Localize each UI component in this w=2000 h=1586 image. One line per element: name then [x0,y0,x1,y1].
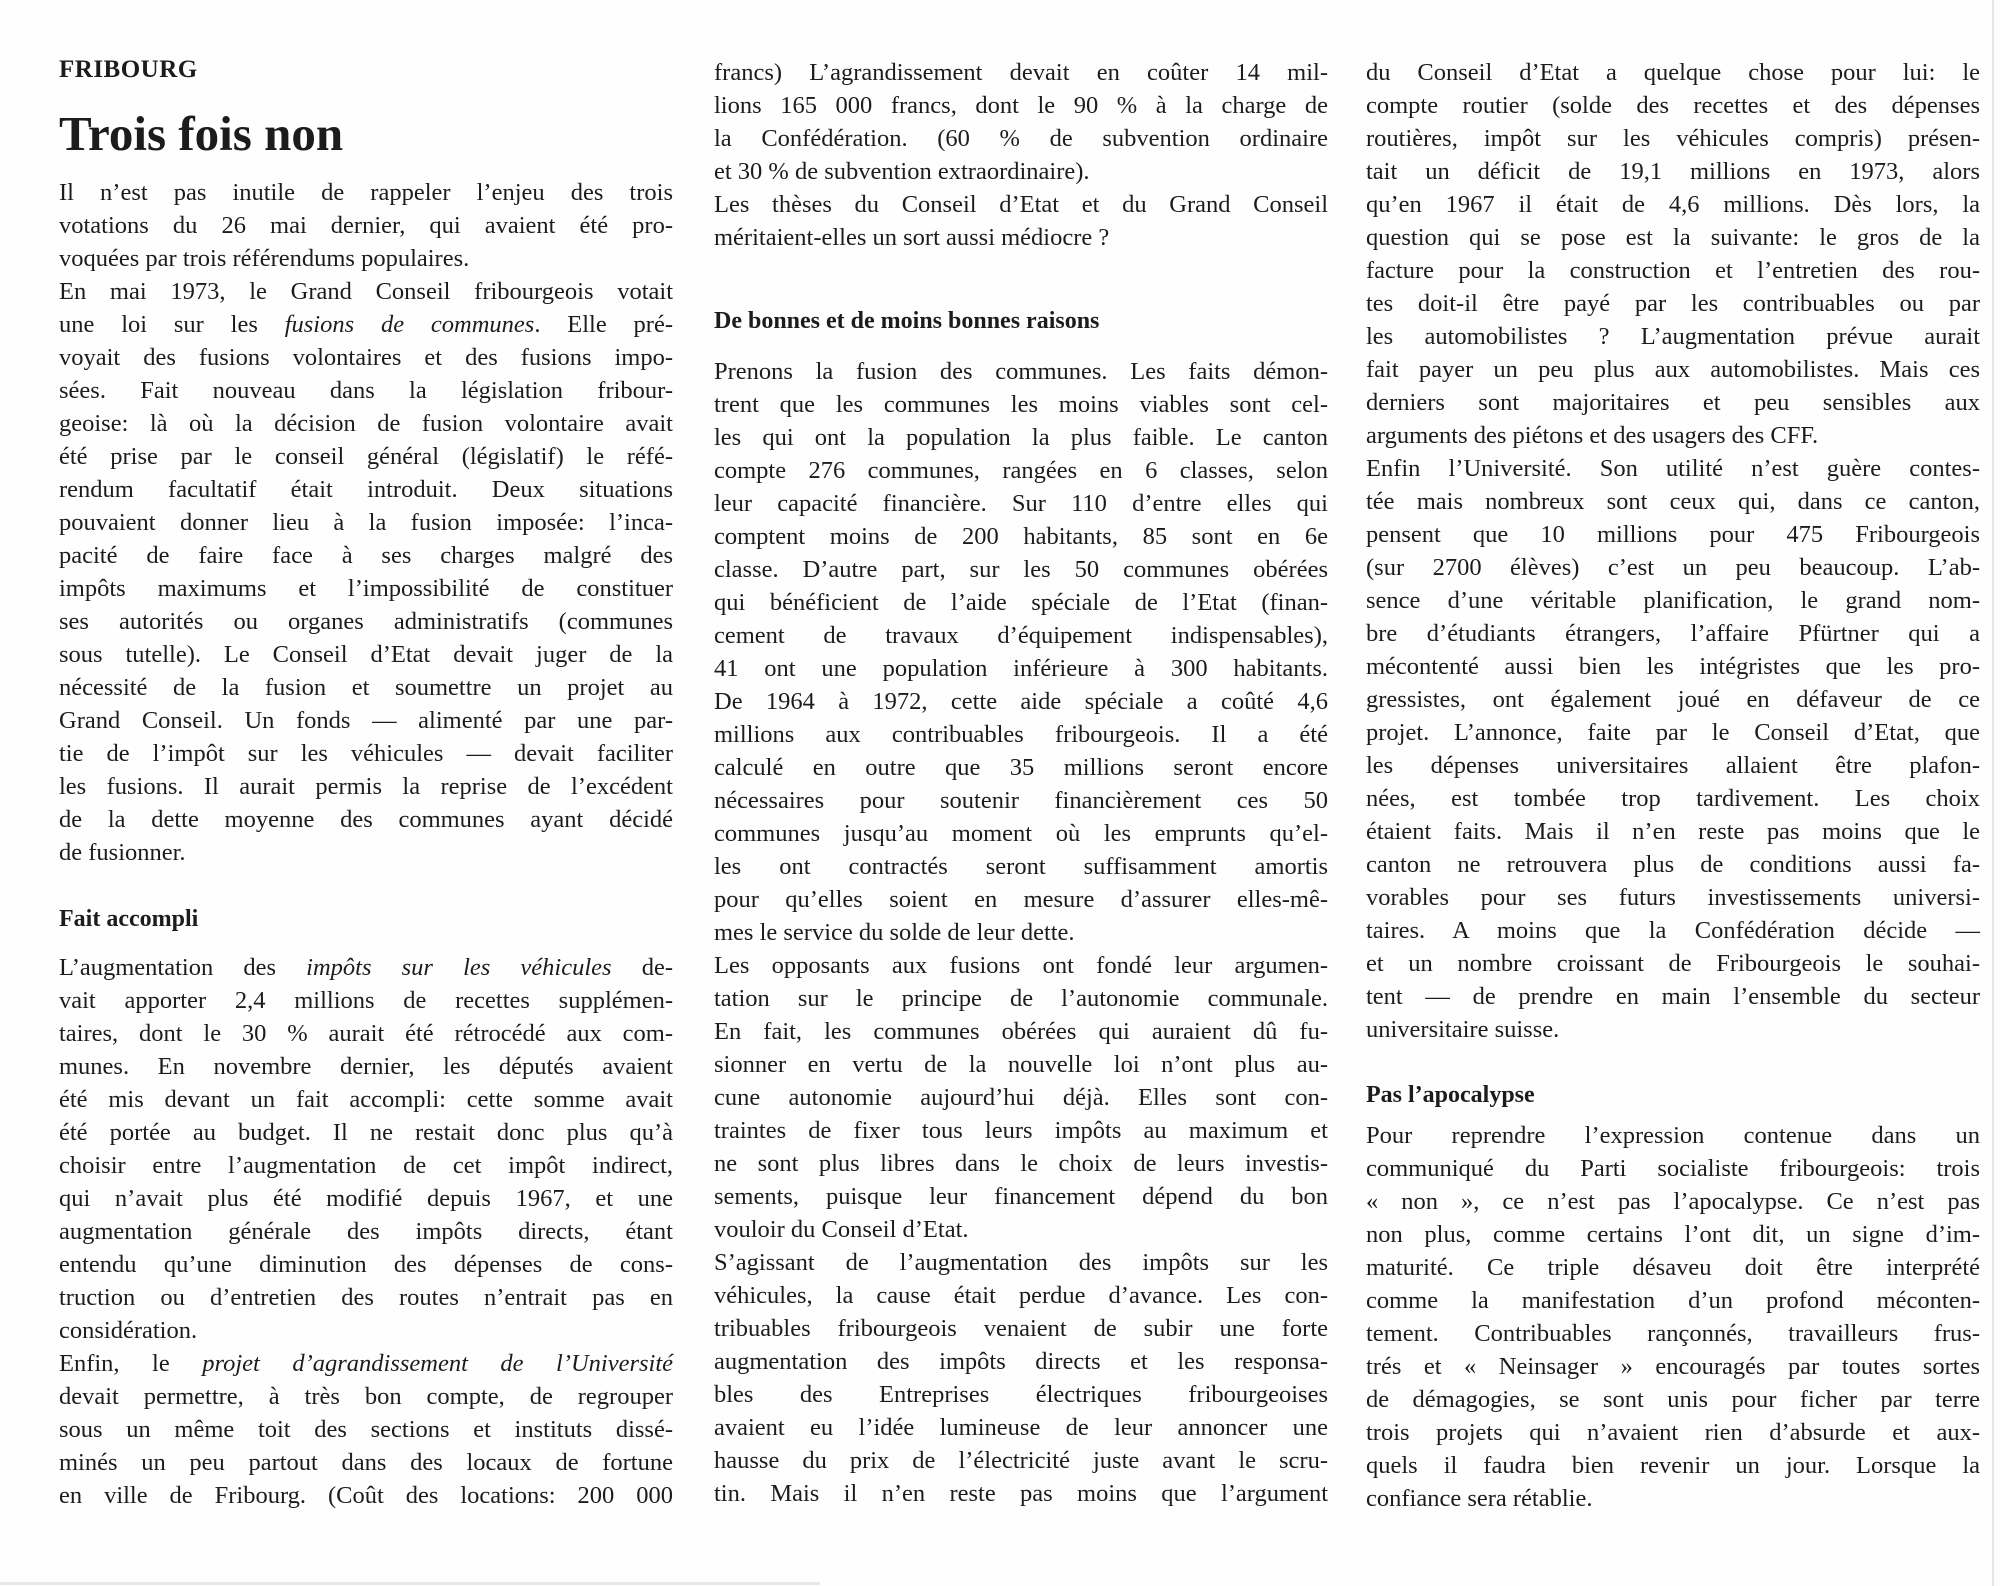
paragraph-line: tent — de prendre en main l’ensemble du secteur [1366,983,1980,1010]
paragraph-line: qui bénéficient de l’aide spéciale de l’Etat (finan- [714,589,1328,616]
paragraph-line: les qui ont la population la plus faible. Le canton [714,424,1328,451]
page-edge-line [1992,0,1994,1586]
paragraph-line: Les opposants aux fusions ont fondé leur argumen- [714,952,1328,979]
paragraph-line: geoise: là où la décision de fusion volontaire avait [59,410,673,437]
paragraph-line: lions 165 000 francs, dont le 90 % à la charge de [714,92,1328,119]
paragraph-line: leur capacité financière. Sur 110 d’entre elles qui [714,490,1328,517]
paragraph-line: mécontenté aussi bien les intégristes que les pro- [1366,653,1980,680]
paragraph-line: non plus, comme certains l’ont dit, un signe d’im- [1366,1221,1980,1248]
paragraph-line: truction ou d’entretien des routes n’entrait pas en [59,1284,673,1311]
paragraph-line: sence d’une véritable planification, le grand nom- [1366,587,1980,614]
paragraph-line: facture pour la construction et l’entretien des rou- [1366,257,1980,284]
paragraph-line: L’augmentation des impôts sur les véhicules de- [59,954,673,981]
paragraph-line: qui n’avait plus été modifié depuis 1967, et une [59,1185,673,1212]
paragraph-line: compte routier (solde des recettes et des dépenses [1366,92,1980,119]
paragraph-line: véhicules, la cause était perdue d’avance. Les con- [714,1282,1328,1309]
paragraph-line: cune autonomie aujourd’hui déjà. Elles sont con- [714,1084,1328,1111]
paragraph-line: tée mais nombreux sont ceux qui, dans ce canton, [1366,488,1980,515]
paragraph-line: trois projets qui n’avaient rien d’absurde et aux- [1366,1419,1980,1446]
paragraph-line: calculé en outre que 35 millions seront encore [714,754,1328,781]
section-subheading: Fait accompli [59,906,199,932]
paragraph-line: tait un déficit de 19,1 millions en 1973, alors [1366,158,1980,185]
paragraph-line: Les thèses du Conseil d’Etat et du Grand Conseil [714,191,1328,218]
paragraph-line: et 30 % de subvention extraordinaire). [714,158,1090,185]
paragraph-line: comme la manifestation d’un profond méconten- [1366,1287,1980,1314]
paragraph-line: Il n’est pas inutile de rappeler l’enjeu des trois [59,179,673,206]
paragraph-line: communiqué du Parti socialiste fribourgeois: trois [1366,1155,1980,1182]
paragraph-line: nécessaires pour soutenir financièrement ces 50 [714,787,1328,814]
paragraph-line: projet. L’annonce, faite par le Conseil d’Etat, que [1366,719,1980,746]
paragraph-line: mes le service du solde de leur dette. [714,919,1075,946]
paragraph-line: voquées par trois référendums populaires. [59,245,470,272]
paragraph-line: quels il faudra bien revenir un jour. Lorsque la [1366,1452,1980,1479]
paragraph-line: « non », ce n’est pas l’apocalypse. Ce n’est pas [1366,1188,1980,1215]
paragraph-line: été portée au budget. Il ne restait donc plus qu’à [59,1119,673,1146]
paragraph-line: Prenons la fusion des communes. Les faits démon- [714,358,1328,385]
section-subheading: De bonnes et de moins bonnes raisons [714,308,1100,334]
paragraph-line: pacité de faire face à ses charges malgré des [59,542,673,569]
paragraph-line: une loi sur les fusions de communes. Elle pré- [59,311,673,338]
italic-emphasis: projet d’agrandissement de l’Université [202,1350,673,1377]
paragraph-line: De 1964 à 1972, cette aide spéciale a coûté 4,6 [714,688,1328,715]
paragraph-line: confiance sera rétablie. [1366,1485,1593,1512]
paragraph-line: choisir entre l’augmentation de cet impôt indirect, [59,1152,673,1179]
section-kicker: FRIBOURG [59,56,198,83]
paragraph-line: vouloir du Conseil d’Etat. [714,1216,969,1243]
paragraph-line: Enfin l’Université. Son utilité n’est guère contes- [1366,455,1980,482]
paragraph-line: tation sur le principe de l’autonomie communale. [714,985,1328,1012]
paragraph-line: considération. [59,1317,198,1344]
paragraph-line: En mai 1973, le Grand Conseil fribourgeois votait [59,278,673,305]
paragraph-line: sements, puisque leur financement dépend du bon [714,1183,1328,1210]
paragraph-line: de la dette moyenne des communes ayant décidé [59,806,673,833]
paragraph-line: gressistes, ont également joué en défaveur de ce [1366,686,1980,713]
paragraph-line: qu’en 1967 il était de 4,6 millions. Dès lors, la [1366,191,1980,218]
paragraph-line: la Confédération. (60 % de subvention ordinaire [714,125,1328,152]
paragraph-line: 41 ont une population inférieure à 300 habitants. [714,655,1328,682]
paragraph-line: canton ne retrouvera plus de conditions aussi fa- [1366,851,1980,878]
paragraph-line: les automobilistes ? L’augmentation prévue aurait [1366,323,1980,350]
paragraph-line: impôts maximums et l’impossibilité de constituer [59,575,673,602]
paragraph-line: nécessité de la fusion et soumettre un projet au [59,674,673,701]
paragraph-line: avaient eu l’idée lumineuse de leur annoncer une [714,1414,1328,1441]
section-subheading: Pas l’apocalypse [1366,1082,1535,1108]
paragraph-line: et un nombre croissant de Fribourgeois le souhai- [1366,950,1980,977]
paragraph-line: méritaient-elles un sort aussi médiocre ? [714,224,1110,251]
paragraph-line: cement de travaux d’équipement indispensables), [714,622,1328,649]
paragraph-line: (sur 2700 élèves) c’est un peu beaucoup. L’ab- [1366,554,1980,581]
paragraph-line: derniers sont majoritaires et peu sensibles aux [1366,389,1980,416]
paragraph-line: devait permettre, à très bon compte, de regrouper [59,1383,673,1410]
paragraph-line: en ville de Fribourg. (Coût des locations: 200 000 [59,1482,673,1509]
paragraph-line: traintes de fixer tous leurs impôts au maximum et [714,1117,1328,1144]
paragraph-line: tie de l’impôt sur les véhicules — devait faciliter [59,740,673,767]
paragraph-line: trent que les communes les moins viables sont cel- [714,391,1328,418]
paragraph-line: routières, impôt sur les véhicules compris) présen- [1366,125,1980,152]
paragraph-line: Grand Conseil. Un fonds — alimenté par une par- [59,707,673,734]
paragraph-line: nées, est tombée trop tardivement. Les choix [1366,785,1980,812]
paragraph-line: En fait, les communes obérées qui auraient dû fu- [714,1018,1328,1045]
paragraph-line: pensent que 10 millions pour 475 Fribourgeois [1366,521,1980,548]
paragraph-line: millions aux contribuables fribourgeois. Il a été [714,721,1328,748]
paragraph-line: communes jusqu’au moment où les emprunts qu’el- [714,820,1328,847]
paragraph-line: augmentation générale des impôts directs, étant [59,1218,673,1245]
paragraph-line: taires, dont le 30 % aurait été rétrocédé aux com- [59,1020,673,1047]
paragraph-line: sous tutelle). Le Conseil d’Etat devait juger de la [59,641,673,668]
paragraph-line: augmentation des impôts directs et les responsa- [714,1348,1328,1375]
paragraph-line: minés un peu partout dans des locaux de fortune [59,1449,673,1476]
paragraph-line: fait payer un peu plus aux automobilistes. Mais ces [1366,356,1980,383]
paragraph-line: S’agissant de l’augmentation des impôts sur les [714,1249,1328,1276]
paragraph-line: les dépenses universitaires allaient être plafon- [1366,752,1980,779]
paragraph-line: du Conseil d’Etat a quelque chose pour lui: le [1366,59,1980,86]
paragraph-line: munes. En novembre dernier, les députés avaient [59,1053,673,1080]
paragraph-line: les ont contractés seront suffisamment amortis [714,853,1328,880]
paragraph-line: étaient faits. Mais il n’en reste pas moins que le [1366,818,1980,845]
paragraph-line: tes doit-il être payé par les contribuables ou par [1366,290,1980,317]
paragraph-line: taires. A moins que la Confédération décide — [1366,917,1980,944]
page-bottom-edge [0,1582,820,1585]
paragraph-line: pour qu’elles soient en mesure d’assurer elles-mê- [714,886,1328,913]
paragraph-line: sionner en vertu de la nouvelle loi n’ont plus au- [714,1051,1328,1078]
paragraph-line: les fusions. Il aurait permis la reprise de l’excédent [59,773,673,800]
paragraph-line: bre d’étudiants étrangers, l’affaire Pfürtner qui a [1366,620,1980,647]
paragraph-line: Enfin, le projet d’agrandissement de l’Université [59,1350,673,1377]
paragraph-line: compte 276 communes, rangées en 6 classes, selon [714,457,1328,484]
paragraph-line: maturité. Ce triple désaveu doit être interprété [1366,1254,1980,1281]
paragraph-line: sées. Fait nouveau dans la législation fribour- [59,377,673,404]
italic-emphasis: impôts sur les véhicules [306,954,612,981]
paragraph-line: ses autorités ou organes administratifs (communes [59,608,673,635]
paragraph-line: tribuables fribourgeois venaient de subir une forte [714,1315,1328,1342]
paragraph-line: voyait des fusions volontaires et des fusions impo- [59,344,673,371]
italic-emphasis: fusions de communes [284,311,535,338]
paragraph-line: entendu qu’une diminution des dépenses de cons- [59,1251,673,1278]
paragraph-line: francs) L’agrandissement devait en coûter 14 mil- [714,59,1328,86]
paragraph-line: tin. Mais il n’en reste pas moins que l’argument [714,1480,1328,1507]
paragraph-line: ne sont plus libres dans le choix de leurs investis- [714,1150,1328,1177]
paragraph-line: comptent moins de 200 habitants, 85 sont en 6e [714,523,1328,550]
paragraph-line: été mis devant un fait accompli: cette somme avait [59,1086,673,1113]
paragraph-line: trés et « Neinsager » encouragés par toutes sortes [1366,1353,1980,1380]
paragraph-line: hausse du prix de l’électricité juste avant le scru- [714,1447,1328,1474]
paragraph-line: arguments des piétons et des usagers des CFF. [1366,422,1819,449]
paragraph-line: vait apporter 2,4 millions de recettes supplémen- [59,987,673,1014]
paragraph-line: Pour reprendre l’expression contenue dans un [1366,1122,1980,1149]
paragraph-line: votations du 26 mai dernier, qui avaient été pro- [59,212,673,239]
paragraph-line: tement. Contribuables rançonnés, travailleurs frus- [1366,1320,1980,1347]
paragraph-line: de démagogies, se sont unis pour ficher par terre [1366,1386,1980,1413]
paragraph-line: classe. D’autre part, sur les 50 communes obérées [714,556,1328,583]
paragraph-line: été prise par le conseil général (législatif) le réfé- [59,443,673,470]
paragraph-line: sous un même toit des sections et instituts dissé- [59,1416,673,1443]
paragraph-line: universitaire suisse. [1366,1016,1560,1043]
paragraph-line: question qui se pose est la suivante: le gros de la [1366,224,1980,251]
paragraph-line: bles des Entreprises électriques fribourgeoises [714,1381,1328,1408]
paragraph-line: vorables pour ses futurs investissements universi- [1366,884,1980,911]
paragraph-line: de fusionner. [59,839,186,866]
paragraph-line: pouvaient donner lieu à la fusion imposée: l’inca- [59,509,673,536]
paragraph-line: rendum facultatif était introduit. Deux situations [59,476,673,503]
article-title: Trois fois non [59,106,344,161]
